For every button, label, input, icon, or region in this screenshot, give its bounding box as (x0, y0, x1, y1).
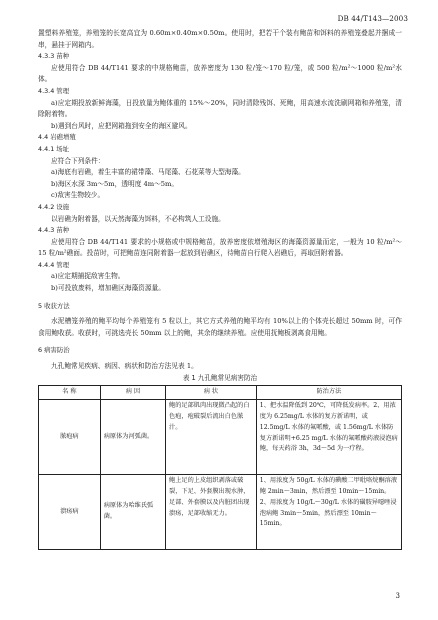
column-header-symptom: 病 状 (166, 386, 257, 400)
disease-table (38, 385, 402, 550)
paragraph: 水泥槽笼养殖的鲍平均每个养殖笼有 5 粒以上，其它方式养殖的鲍平均有 10%以上的个体壳长超过 50mm 时，可作食用鲍收获。收获时，可挑选壳长 50mm 以上的鲍，其余的继续养殖。应使用抚鲍板剥离食用鲍。 (38, 317, 402, 337)
section-heading: 4.4.1 场址 (38, 144, 70, 153)
disease-symptom-cell: 鲍上足的上皮组织剥落或破裂，下足、外套膜出现水肿，足部、外套膜以及内脏团出现溃疡，足部收缩无力。 (166, 475, 257, 550)
paragraph: b)遇到台风时，应把网箱拖到安全的海区避风。 (51, 121, 192, 130)
paragraph: 以岩礁为附着器，以天然海藻为饵料，不必构筑人工设施。 (51, 214, 225, 223)
paragraph: 应使用符合 DB 44/T141 要求的中规格鲍苗，放养密度为 130 粒/笼～170 粒/笼，或 500 粒/m²～1000 粒/m²水体。 (38, 63, 402, 84)
paragraph: 九孔鲍常见疾病、病因、病状和防治方法见表 1。 (51, 362, 198, 371)
section-heading: 4.4.2 设施 (38, 202, 70, 211)
section-heading: 4.4 岩礁增殖 (38, 133, 76, 142)
section-heading: 4.3.3 苗种 (38, 52, 70, 61)
table-row (39, 400, 402, 475)
list-item: a)海底有岩礁，着生丰富的裙带藻、马尾藻、石花菜等大型海藻。 (51, 168, 245, 177)
disease-name-cell: 脓疱病 (39, 400, 101, 475)
paragraph: 置塑料养殖笼，养殖笼的长宽高宜为 0.60m×0.40m×0.50m。使用时，把若干个装有鲍苗和饵料的养殖笼叠起并捆成一串，悬挂于网箱内。 (38, 29, 402, 49)
section-heading: 4.3.4 管理 (38, 86, 70, 95)
disease-treatment-cell: 1、用浓度为 50g/L 水体的碘酸二甲吡咯烷酮溶液鲍 2min～3min，然后漂至 10min～15min。2、用浓度为 10g/L～30g/L 水体的磺胺异噁唑浸泡病鲍 3min～5min，然后漂至 10min～15min。 (256, 475, 401, 550)
table-caption: 表 1 九孔鲍常见病害防治 (182, 373, 258, 382)
page-number: 3 (395, 592, 400, 600)
disease-name-cell: 溃疡病 (39, 475, 101, 550)
paragraph: 应使用符合 DB 44/T141 要求的小规格或中规格鲍苗，放养密度依增殖海区的海藻资源量而定，一般为 10 粒/m²～15 粒/m²礁面。投苗时，可把鲍苗连同附着器一起放到岩礁区，待鲍苗自行爬入岩礁后，再取回附着器。 (38, 237, 402, 258)
table-header-row (39, 386, 402, 400)
table-row (39, 475, 402, 550)
list-item: b)海区水深 3m～5m，透明度 4m～5m。 (51, 179, 179, 188)
column-header-name: 名 称 (39, 386, 101, 400)
list-item: b)可投放废料，增加礁区海藻资源量。 (51, 284, 165, 293)
disease-cause-cell: 病原体为哈维氏弧菌。 (100, 475, 165, 550)
document-body (38, 28, 402, 550)
column-header-cause: 病 因 (100, 386, 165, 400)
disease-treatment-cell: 1、把水温降低到 20℃，可降低发病率。2、用浓度为 6.25mg/L 水体的复方新诺明，或 12.5mg/L 水体的氟哌酸，或 1.56mg/L 水体防复方新诺明+6.25 mg/L 水体的氟哌酸药液浸泡病鲍，每天药浴 3h，3d～5d 为一疗程。 (256, 400, 401, 475)
section-heading: 6 病害防治 (38, 346, 70, 355)
paragraph: 应符合下列条件： (51, 156, 105, 165)
paragraph: a)应定期投放新鲜海藻，日投放量为鲍体重的 15%～20%，同时清除残饵、死鲍，用高速水流洗刷网箱和养殖笼，清除附着物。 (38, 98, 402, 119)
column-header-treatment: 防治方法 (256, 386, 401, 400)
disease-symptom-cell: 鲍的足部肌肉出现微凸起的白色疱，疱破裂后流出白色脓汁。 (166, 400, 257, 475)
section-heading: 5 收获方法 (38, 301, 70, 310)
section-heading: 4.4.4 管理 (38, 260, 70, 269)
list-item: c)敌害生物较少。 (51, 191, 105, 200)
standard-code-header: DB 44/T143—2003 (337, 14, 408, 23)
section-heading: 4.4.3 苗种 (38, 226, 70, 235)
disease-cause-cell: 病原体为河弧菌。 (100, 400, 165, 475)
list-item: a)应定期捕捉敌害生物。 (51, 272, 125, 281)
